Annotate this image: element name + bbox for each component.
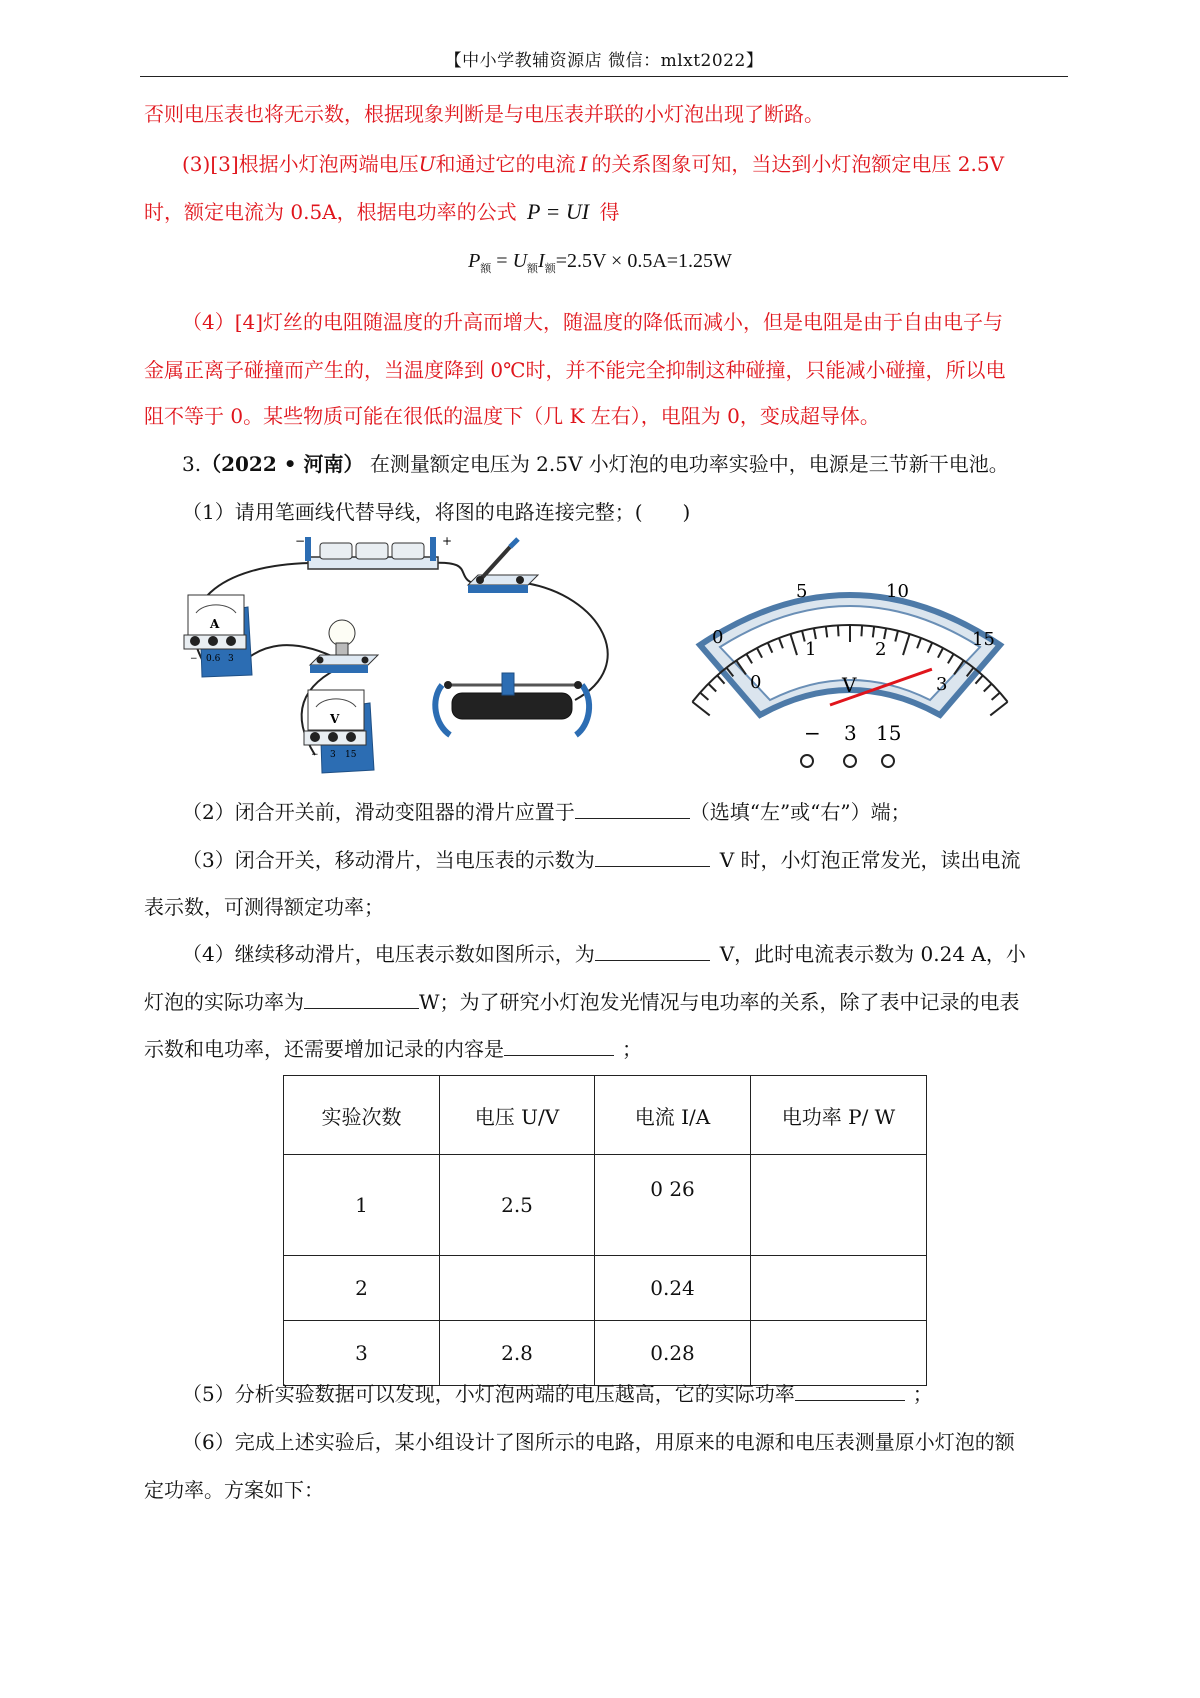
question-part-3-cont: 表示数，可测得额定功率； xyxy=(144,895,384,919)
dial-tick xyxy=(873,626,874,637)
ammeter-letter: A xyxy=(210,617,220,631)
var-U: U xyxy=(418,152,436,176)
table-cell xyxy=(440,1256,595,1321)
question-stem-text: 在测量额定电压为 2.5V 小灯泡的电功率实验中，电源是三节新干电池。 xyxy=(369,452,1009,476)
question-part-4-cont xyxy=(144,988,1068,1016)
question-part-6-cont: 定功率。方案如下： xyxy=(144,1478,324,1502)
answer-text: 和通过它的电流 xyxy=(435,152,576,176)
upper-scale-15: 15 xyxy=(972,629,995,650)
table-row xyxy=(284,1155,927,1256)
formula-eq: = xyxy=(491,250,513,272)
dial-tick xyxy=(861,625,862,636)
dial-terminal-3-label: 3 xyxy=(844,721,857,745)
answer-blank[interactable] xyxy=(595,848,710,867)
battery-plus-label: + xyxy=(442,535,453,548)
table-cell xyxy=(751,1321,927,1386)
table-cell: 1 xyxy=(284,1155,440,1256)
answer-blank[interactable] xyxy=(575,800,690,819)
question-text: V，此时电流表示数为 0.24 A，小 xyxy=(719,942,1026,966)
table-header-cell: 实验次数 xyxy=(284,1076,440,1155)
dial-tick xyxy=(700,693,708,700)
formula-P: P xyxy=(468,250,481,272)
ammeter-terminal-minus: − xyxy=(190,654,198,664)
table-cell: 0.28 xyxy=(595,1321,751,1386)
table-row xyxy=(284,1256,927,1321)
answer-blank[interactable] xyxy=(304,990,419,1009)
question-text: ； xyxy=(622,1037,642,1061)
lower-scale-0: 0 xyxy=(750,672,762,693)
circuit-diagram xyxy=(180,535,640,785)
question-text: 示数和电功率，还需要增加记录的内容是 xyxy=(144,1037,504,1061)
dial-terminal-15-label: 15 xyxy=(876,721,902,745)
question-part-2 xyxy=(182,798,1068,826)
formula-rest: =2.5V × 0.5A=1.25W xyxy=(555,250,732,272)
var-I: I xyxy=(579,152,588,176)
data-table xyxy=(283,1075,927,1386)
dial-tick xyxy=(708,684,716,692)
upper-scale-5: 5 xyxy=(796,581,808,602)
dial-terminal-minus xyxy=(801,755,813,767)
formula-inline: P = UI xyxy=(526,199,590,224)
question-part-6: （6）完成上述实验后，某小组设计了图所示的电路，用原来的电源和电压表测量原小灯泡的额 xyxy=(182,1430,1015,1454)
voltmeter xyxy=(304,690,374,773)
dial-letter: V xyxy=(842,673,857,697)
dial-terminal-3 xyxy=(844,755,856,767)
formula-sub: 额 xyxy=(480,263,492,275)
table-cell: 3 xyxy=(284,1321,440,1386)
answer-p4-line-3: 阻不等于 0。某些物质可能在很低的温度下（几 K 左右），电阻为 0，变成超导体。 xyxy=(144,404,880,428)
formula-sub: 额 xyxy=(544,263,556,275)
header-rule xyxy=(140,76,1068,77)
answer-p3-line-1 xyxy=(182,150,1068,178)
answer-text: 时，额定电流为 0.5A，根据电功率的公式 xyxy=(144,200,517,224)
dial-tick xyxy=(826,626,827,637)
question-text: （5）分析实验数据可以发现，小灯泡两端的电压越高，它的实际功率 xyxy=(182,1382,795,1406)
question-part-4 xyxy=(182,940,1068,968)
answer-blank[interactable] xyxy=(504,1037,614,1056)
answer-p4-line-1: （4）[4]灯丝的电阻随温度的升高而增大，随温度的降低而减小，但是电阻是由于自由电子与 xyxy=(182,310,1004,334)
switch xyxy=(468,539,538,593)
answer-blank[interactable] xyxy=(595,942,710,961)
question-part-5 xyxy=(182,1380,1068,1408)
table-cell: 0 26 xyxy=(595,1155,751,1256)
ammeter-terminal-0-6: 0.6 xyxy=(206,654,221,664)
ammeter xyxy=(184,595,252,677)
formula-U: U xyxy=(512,250,528,272)
answer-text: 得 xyxy=(599,200,620,224)
dial-tick xyxy=(990,702,1007,716)
lower-scale-3: 3 xyxy=(936,674,948,695)
question-text: ； xyxy=(912,1382,933,1406)
question-text: （2）闭合开关前，滑动变阻器的滑片应置于 xyxy=(182,800,575,824)
answer-line-1: 否则电压表也将无示数，根据现象判断是与电压表并联的小灯泡出现了断路。 xyxy=(144,102,824,126)
table-cell: 2.8 xyxy=(440,1321,595,1386)
question-source: （2022 • 河南） xyxy=(201,452,364,476)
table-header-cell: 电功率 P/ W xyxy=(751,1076,927,1155)
dial-terminal-15 xyxy=(882,755,894,767)
table-row xyxy=(284,1321,927,1386)
table-cell xyxy=(751,1256,927,1321)
voltmeter-dial xyxy=(680,565,1020,775)
question-part-4-cont2 xyxy=(144,1035,1068,1063)
dial-tick xyxy=(838,625,839,636)
rheostat xyxy=(435,673,589,735)
question-stem xyxy=(182,450,1068,478)
ammeter-terminal-3: 3 xyxy=(228,654,234,664)
dial-tick xyxy=(692,702,709,716)
question-text: （3）闭合开关，移动滑片，当电压表的示数为 xyxy=(182,848,595,872)
question-text: 灯泡的实际功率为 xyxy=(144,990,304,1014)
dial-terminal-minus-label: − xyxy=(804,721,821,745)
voltmeter-terminal-3: 3 xyxy=(330,750,336,760)
battery-minus-label: − xyxy=(295,535,306,548)
question-text: （4）继续移动滑片，电压表示数如图所示，为 xyxy=(182,942,595,966)
question-number: 3. xyxy=(182,452,202,476)
formula-sub: 额 xyxy=(527,263,539,275)
wire xyxy=(525,583,608,700)
dial-tick xyxy=(984,684,992,692)
question-text: W；为了研究小灯泡发光情况与电功率的关系，除了表中记录的电表 xyxy=(419,990,1020,1014)
table-header-cell: 电压 U/V xyxy=(440,1076,595,1155)
voltmeter-terminal-minus: − xyxy=(311,750,319,760)
question-text: （选填“左”或“右”）端； xyxy=(689,800,911,824)
question-part-3 xyxy=(182,846,1068,874)
lower-scale-1: 1 xyxy=(805,639,817,660)
table-cell xyxy=(751,1155,927,1256)
table-cell: 2.5 xyxy=(440,1155,595,1256)
light-bulb xyxy=(310,620,378,673)
upper-scale-0: 0 xyxy=(712,627,724,648)
lower-scale-2: 2 xyxy=(875,639,887,660)
answer-p3-line-2 xyxy=(144,198,1068,226)
battery-pack xyxy=(295,535,452,569)
power-formula xyxy=(0,250,1200,276)
page-header: 【中小学教辅资源店 微信：mlxt2022】 xyxy=(444,51,764,71)
formula-I: I xyxy=(538,250,545,272)
table-cell: 0.24 xyxy=(595,1256,751,1321)
answer-p4-line-2: 金属正离子碰撞而产生的，当温度降到 0℃时，并不能完全抑制这种碰撞，只能减小碰撞，所以电 xyxy=(144,358,1006,382)
dial-tick xyxy=(992,693,1000,700)
voltmeter-letter: V xyxy=(330,712,340,726)
answer-blank[interactable] xyxy=(795,1382,905,1401)
table-header-cell: 电流 I/A xyxy=(595,1076,751,1155)
question-part-1: （1）请用笔画线代替导线，将图的电路连接完整；( ) xyxy=(182,500,691,524)
table-cell: 2 xyxy=(284,1256,440,1321)
upper-scale-10: 10 xyxy=(886,581,909,602)
voltmeter-terminal-15: 15 xyxy=(345,750,357,760)
answer-text: (3)[3]根据小灯泡两端电压 xyxy=(182,152,419,176)
question-text: V 时，小灯泡正常发光，读出电流 xyxy=(719,848,1021,872)
answer-text: 的关系图象可知，当达到小灯泡额定电压 2.5V xyxy=(591,152,1005,176)
table-header-row xyxy=(284,1076,927,1155)
